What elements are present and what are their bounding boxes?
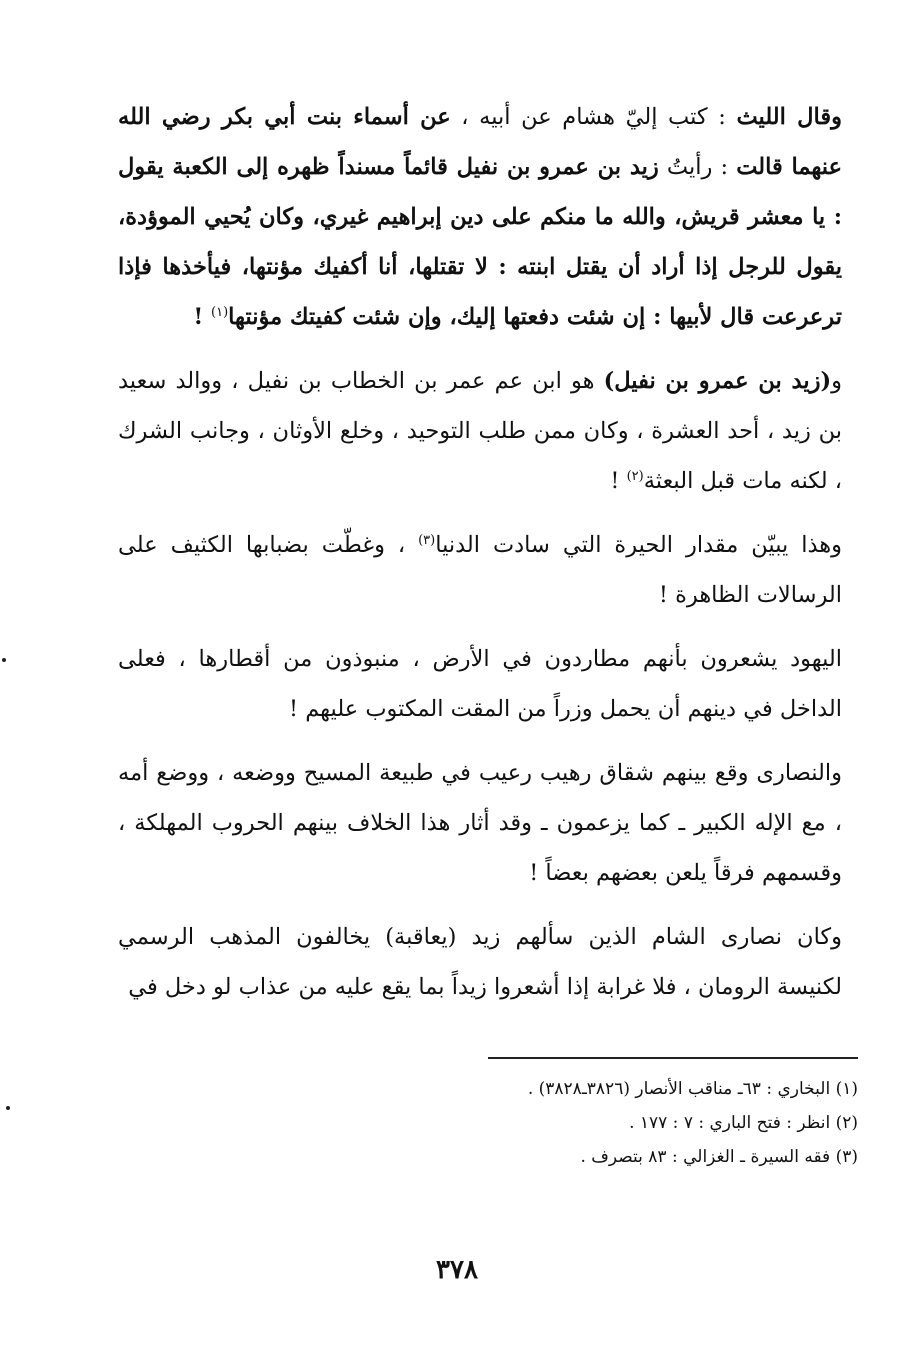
text-run: وكان نصارى الشام الذين سألهم زيد (يعاقبة) يخالفون المذهب الرسمي لكنيسة الرومان ، فلا غرابة إذا أشعروا زيداً بما يقع عليه من عذاب لو دخل في xyxy=(118,924,842,1000)
footnote-ref: (٢) xyxy=(626,469,644,484)
paragraph xyxy=(118,748,842,898)
footnote-1: (١) البخاري : ٦٣ـ مناقب الأنصار (٣٨٢٦ـ٣٨٢٨) . xyxy=(527,1079,858,1099)
footnote-separator xyxy=(488,1057,858,1059)
paragraph xyxy=(118,634,842,734)
footnote-ref: (١) xyxy=(211,305,229,320)
footnote-2: (٢) انظر : فتح الباري : ٧ : ١٧٧ . xyxy=(629,1113,858,1133)
text-run: : رأيتُ xyxy=(658,154,737,180)
paragraph xyxy=(118,912,842,1012)
footnotes xyxy=(118,1072,858,1174)
text-run: ، وغطّت بضبابها الكثيف على الرسالات الظاهرة ! xyxy=(118,532,842,608)
scan-mark xyxy=(2,658,6,662)
footnote-ref: (٣) xyxy=(418,533,436,548)
paragraph xyxy=(118,520,842,620)
text-run: زيد بن عمرو بن نفيل قائماً مسنداً ظهره إلى الكعبة يقول : يا معشر قريش، والله ما منكم على دين إبراهيم غيري، وكان يُحيي الموؤدة، يقول للرجل إذا أراد أن يقتل ابنته : لا تقتلها، أنا أكفيك مؤنتها، فيأخذها فإذا ترعرعت قال لأبيها : إن شئت دفعتها إليك، وإن شئت كفيتك مؤنتها xyxy=(118,154,842,330)
text-run: عن أسماء بنت أبي بكر رضي الله عنهما قالت xyxy=(118,104,842,180)
text-run: و xyxy=(831,368,842,394)
text-run: : كتب إليّ هشام عن أبيه ، xyxy=(450,104,737,130)
text-run: وقال الليث xyxy=(736,104,842,130)
text-run: ! xyxy=(610,468,627,494)
scan-mark xyxy=(6,1106,10,1110)
footnote-3: (٣) فقه السيرة ـ الغزالي : ٨٣ بتصرف . xyxy=(580,1147,858,1167)
text-run: هو ابن عم عمر بن الخطاب بن نفيل ، ووالد سعيد بن زيد ، أحد العشرة ، وكان ممن طلب التوحيد ، وخلع الأوثان ، وجانب الشرك ، لكنه مات قبل البعثة xyxy=(118,368,842,494)
text-run: وهذا يبيّن مقدار الحيرة التي سادت الدنيا xyxy=(435,532,842,558)
text-run: والنصارى وقع بينهم شقاق رهيب رعيب في طبيعة المسيح ووضعه ، ووضع أمه ، مع الإله الكبير ـ كما يزعمون ـ وقد أثار هذا الخلاف بينهم الحروب المهلكة ، وقسمهم فرقاً يلعن بعضهم بعضاً ! xyxy=(118,760,842,886)
body-text xyxy=(118,92,842,1012)
paragraph xyxy=(118,356,842,506)
page-number: ٣٧٨ xyxy=(436,1255,478,1285)
paragraph xyxy=(118,92,842,342)
text-run: اليهود يشعرون بأنهم مطاردون في الأرض ، منبوذون من أقطارها ، فعلى الداخل في دينهم أن يحمل وزراً من المقت المكتوب عليهم ! xyxy=(118,646,842,722)
text-run: (زيد بن عمرو بن نفيل) xyxy=(603,368,832,394)
text-run: ! xyxy=(193,304,212,330)
